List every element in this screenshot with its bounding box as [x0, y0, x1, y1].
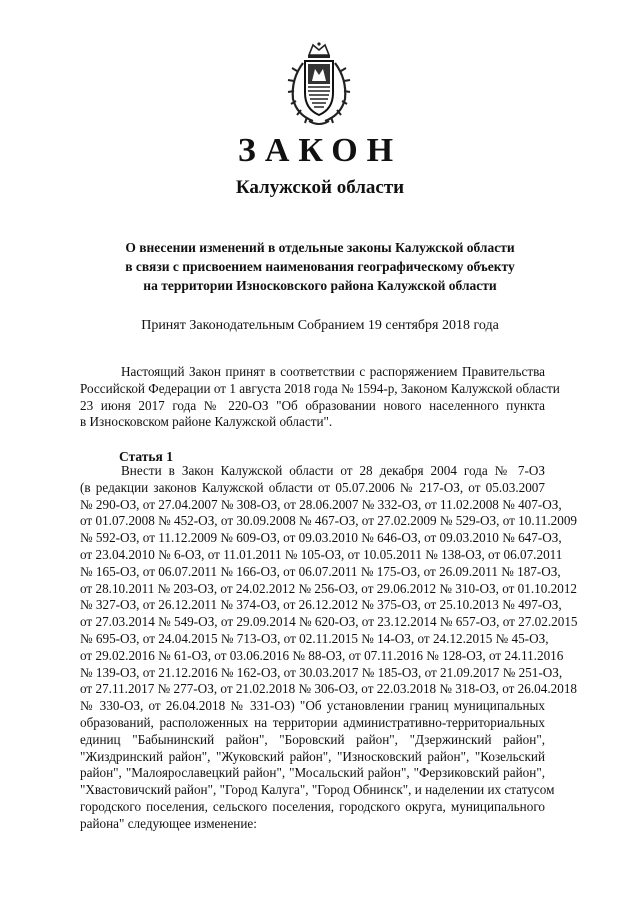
paragraph-line: № 290-ОЗ, от 27.04.2007 № 308-ОЗ, от 28.06.2007 № 332-ОЗ, от 11.02.2008 № 407-ОЗ,	[80, 496, 562, 512]
paragraph-line: городского поселения, сельского поселения, городского округа, муниципального	[80, 798, 545, 814]
paragraph-line: от 27.03.2014 № 549-ОЗ, от 29.09.2014 № 620-ОЗ, от 23.12.2014 № 657-ОЗ, от 27.02.2015	[80, 614, 578, 630]
paragraph-line: единиц "Бабынинский район", "Боровский район", "Дзержинский район",	[80, 731, 545, 747]
paragraph-line: 23 июня 2017 года № 220-ОЗ "Об образовании нового населенного пункта	[80, 397, 545, 413]
paragraph-line: образований, расположенных на территории административно-территориальных	[80, 714, 545, 730]
coat-of-arms-emblem	[283, 41, 355, 127]
paragraph-line: № 330-ОЗ, от 26.04.2018 № 331-ОЗ) "Об установлении границ муниципальных	[80, 698, 545, 714]
paragraph-line: от 01.07.2008 № 452-ОЗ, от 30.09.2008 № 467-ОЗ, от 27.02.2009 № 529-ОЗ, от 10.11.2009	[80, 513, 578, 529]
article-paragraph	[80, 463, 578, 833]
paragraph-line: № 165-ОЗ, от 06.07.2011 № 166-ОЗ, от 06.07.2011 № 175-ОЗ, от 26.09.2011 № 187-ОЗ,	[80, 563, 561, 579]
paragraph-line: район", "Малоярославецкий район", "Мосальский район", "Ферзиковский район",	[80, 765, 545, 781]
paragraph-line: Российской Федерации от 1 августа 2018 года № 1594-р, Законом Калужской области	[80, 380, 560, 396]
heading-line: в связи с присвоением наименования географическому объекту	[125, 259, 515, 274]
paragraph-line: Внести в Закон Калужской области от 28 декабря 2004 года № 7-ОЗ	[121, 463, 545, 478]
paragraph-line: в Износковском районе Калужской области".	[80, 414, 333, 430]
paragraph-line: Настоящий Закон принят в соответствии с распоряжением Правительства	[121, 364, 545, 379]
paragraph-line: № 695-ОЗ, от 24.04.2015 № 713-ОЗ, от 02.11.2015 № 14-ОЗ, от 24.12.2015 № 45-ОЗ,	[80, 630, 549, 646]
heading-line: на территории Износковского района Калужской области	[143, 278, 497, 293]
paragraph-line: (в редакции законов Калужской области от 05.07.2006 № 217-ОЗ, от 05.03.2007	[80, 479, 545, 495]
paragraph-line: № 139-ОЗ, от 21.12.2016 № 162-ОЗ, от 30.03.2017 № 185-ОЗ, от 21.09.2017 № 251-ОЗ,	[80, 664, 563, 680]
paragraph-line: района" следующее изменение:	[80, 815, 257, 831]
paragraph-line: № 327-ОЗ, от 26.12.2011 № 374-ОЗ, от 26.12.2012 № 375-ОЗ, от 25.10.2013 № 497-ОЗ,	[80, 597, 562, 613]
preamble-paragraph	[80, 364, 560, 431]
paragraph-line: от 27.11.2017 № 277-ОЗ, от 21.02.2018 № 306-ОЗ, от 22.03.2018 № 318-ОЗ, от 26.04.2018	[80, 681, 578, 697]
paragraph-line: "Хвастовичский район", "Город Калуга", "Город Обнинск", и наделении их статусом	[80, 782, 555, 798]
law-heading	[100, 238, 540, 295]
adoption-statement: Принят Законодательным Собранием 19 сентября 2018 года	[141, 318, 499, 333]
paragraph-line: "Жиздринский район", "Жуковский район", "Износковский район", "Козельский	[80, 748, 545, 764]
paragraph-line: от 28.10.2011 № 203-ОЗ, от 24.02.2012 № 256-ОЗ, от 29.06.2012 № 310-ОЗ, от 01.10.2012	[80, 580, 578, 596]
heading-line: О внесении изменений в отдельные законы Калужской области	[125, 240, 515, 255]
region-subtitle: Калужской области	[235, 177, 405, 198]
article-title: Статья 1	[119, 449, 173, 464]
paragraph-line: от 23.04.2010 № 6-ОЗ, от 11.01.2011 № 105-ОЗ, от 10.05.2011 № 138-ОЗ, от 06.07.2011	[80, 546, 563, 562]
law-title: ЗАКОН	[237, 132, 403, 169]
paragraph-line: № 592-ОЗ, от 11.12.2009 № 609-ОЗ, от 09.03.2010 № 646-ОЗ, от 09.03.2010 № 647-ОЗ,	[80, 530, 562, 546]
paragraph-line: от 29.02.2016 № 61-ОЗ, от 03.06.2016 № 88-ОЗ, от 07.11.2016 № 128-ОЗ, от 24.11.2016	[80, 647, 564, 663]
